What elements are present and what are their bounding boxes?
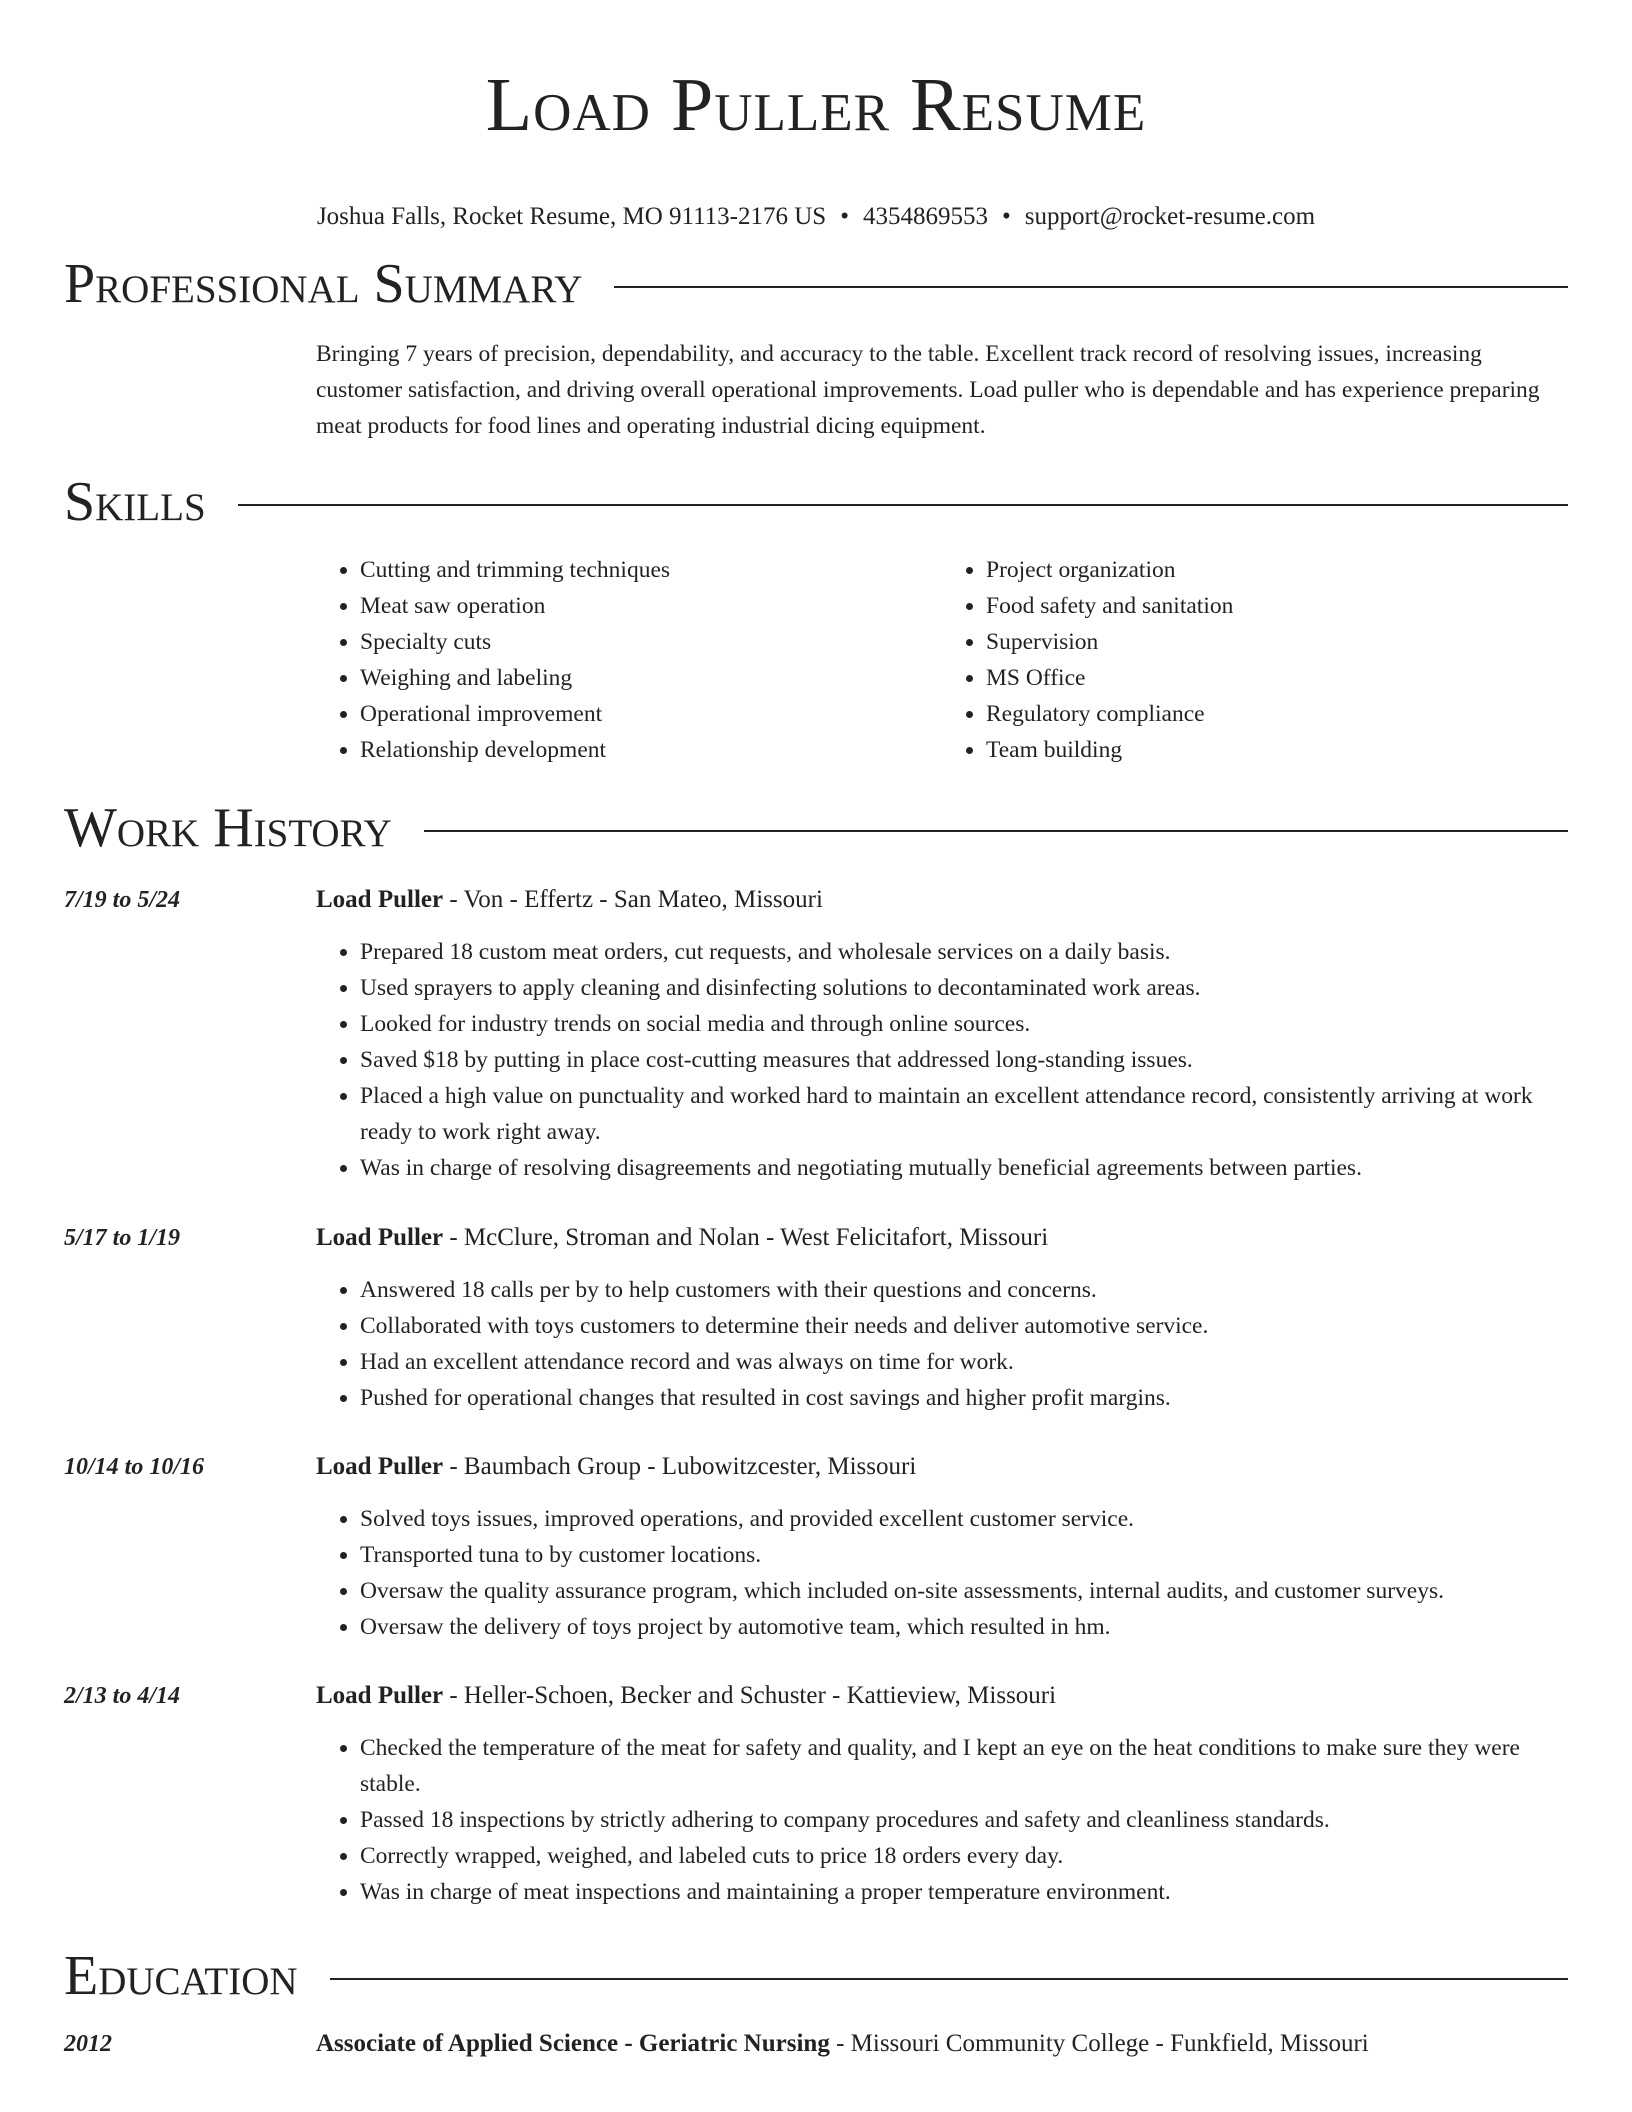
section-divider [238,504,1568,506]
list-item: • Transported tuna to by customer locations. [360,1537,1568,1573]
skills-section-header [64,470,1568,534]
job-date: 7/19 to 5/24 [64,887,181,913]
section-divider [424,830,1568,832]
job-date: 5/17 to 1/19 [64,1225,181,1251]
skill-item: • Relationship development [360,732,942,768]
skill-item: • Supervision [986,624,1568,660]
list-item: • Collaborated with toys customers to determine their needs and deliver automotive service. [360,1308,1568,1344]
job-date: 2/13 to 4/14 [64,1683,181,1709]
contact-line [0,202,1632,232]
job-company: - McClure, Stroman and Nolan - West Felicitafort, Missouri [443,1224,1049,1251]
education-heading: Education [64,1945,298,2007]
job-title-line [316,882,1568,918]
skill-item: • Project organization [986,552,1568,588]
work-heading: Work History [64,797,392,859]
page-title: Load Puller Resume [485,63,1147,147]
education-date: 2012 [64,2031,112,2057]
list-item: • Saved $18 by putting in place cost-cutting measures that addressed long-standing issues. [360,1042,1568,1078]
list-item: • Looked for industry trends on social media and through online sources. [360,1006,1568,1042]
job-bullets [316,1730,1568,1910]
job-entry [316,1220,1568,1416]
summary-block [316,336,1568,444]
skill-item: • Cutting and trimming techniques [360,552,942,588]
education-school: - Missouri Community College - Funkfield, Missouri [829,2030,1369,2057]
section-divider [614,286,1568,288]
job-title: Load Puller [316,1682,444,1709]
contact-email: support@rocket-resume.com [1024,203,1316,230]
list-item: • Pushed for operational changes that resulted in cost savings and higher profit margins. [360,1380,1568,1416]
list-item: • Checked the temperature of the meat for safety and quality, and I kept an eye on the heat conditions to make sure they were stable. [360,1730,1568,1802]
education-section-header [64,1944,1568,2008]
list-item: • Answered 18 calls per by to help customers with their questions and concerns. [360,1272,1568,1308]
work-section-header [64,796,1568,860]
job-title: Load Puller [316,1224,444,1251]
contact-separator: • [1001,203,1011,230]
skills-list [316,552,1568,768]
skill-item: • Operational improvement [360,696,942,732]
job-bullets [316,934,1568,1186]
skill-item: • MS Office [986,660,1568,696]
list-item: • Oversaw the quality assurance program, which included on-site assessments, internal audits, and customer surveys. [360,1573,1568,1609]
education-entry [316,2026,1568,2062]
skill-item: • Meat saw operation [360,588,942,624]
list-item: • Correctly wrapped, weighed, and labeled cuts to price 18 orders every day. [360,1838,1568,1874]
contact-phone: 4354869553 [862,203,988,230]
job-title: Load Puller [316,1453,444,1480]
job-entry [316,1449,1568,1645]
summary-text: Bringing 7 years of precision, dependability, and accuracy to the table. Excellent track record of resolving issues, increasing customer satisfaction, and driving overall operational improvements. Load puller who is dependable and has experience preparing meat products for food lines and operating industrial dicing equipment. [316,341,1540,439]
skills-column-right [942,552,1568,768]
contact-separator: • [840,203,849,230]
skills-heading: Skills [64,471,206,533]
job-title-line [316,1678,1568,1714]
summary-section-header [64,252,1568,316]
job-company: - Heller-Schoen, Becker and Schuster - Kattieview, Missouri [443,1682,1057,1709]
list-item: • Solved toys issues, improved operations, and provided excellent customer service. [360,1501,1568,1537]
skills-column-left [316,552,942,768]
list-item: • Was in charge of resolving disagreements and negotiating mutually beneficial agreements between parties. [360,1150,1568,1186]
skill-item: • Weighing and labeling [360,660,942,696]
list-item: • Passed 18 inspections by strictly adhering to company procedures and safety and cleanliness standards. [360,1802,1568,1838]
job-company: - Von - Effertz - San Mateo, Missouri [443,886,823,913]
job-title: Load Puller [316,886,444,913]
job-bullets [316,1501,1568,1645]
skill-item: • Specialty cuts [360,624,942,660]
list-item: • Prepared 18 custom meat orders, cut requests, and wholesale services on a daily basis. [360,934,1568,970]
education-degree: Associate of Applied Science - Geriatric Nursing [316,2030,830,2057]
section-divider [330,1978,1568,1980]
job-company: - Baumbach Group - Lubowitzcester, Missouri [443,1453,917,1480]
contact-address: Joshua Falls, Rocket Resume, MO 91113-2176 US [316,203,827,230]
list-item: • Was in charge of meat inspections and maintaining a proper temperature environment. [360,1874,1568,1910]
job-title-line [316,1449,1568,1485]
job-bullets [316,1272,1568,1416]
summary-heading: Professional Summary [64,253,583,315]
skill-item: • Team building [986,732,1568,768]
list-item: • Placed a high value on punctuality and worked hard to maintain an excellent attendance record, consistently arriving at work ready to work right away. [360,1078,1568,1150]
job-title-line [316,1220,1568,1256]
list-item: • Used sprayers to apply cleaning and disinfecting solutions to decontaminated work areas. [360,970,1568,1006]
list-item: • Had an excellent attendance record and was always on time for work. [360,1344,1568,1380]
job-date: 10/14 to 10/16 [64,1454,205,1480]
skill-item: • Food safety and sanitation [986,588,1568,624]
education-line [316,2026,1568,2062]
job-entry [316,1678,1568,1910]
skill-item: • Regulatory compliance [986,696,1568,732]
list-item: • Oversaw the delivery of toys project by automotive team, which resulted in hm. [360,1609,1568,1645]
job-entry [316,882,1568,1186]
